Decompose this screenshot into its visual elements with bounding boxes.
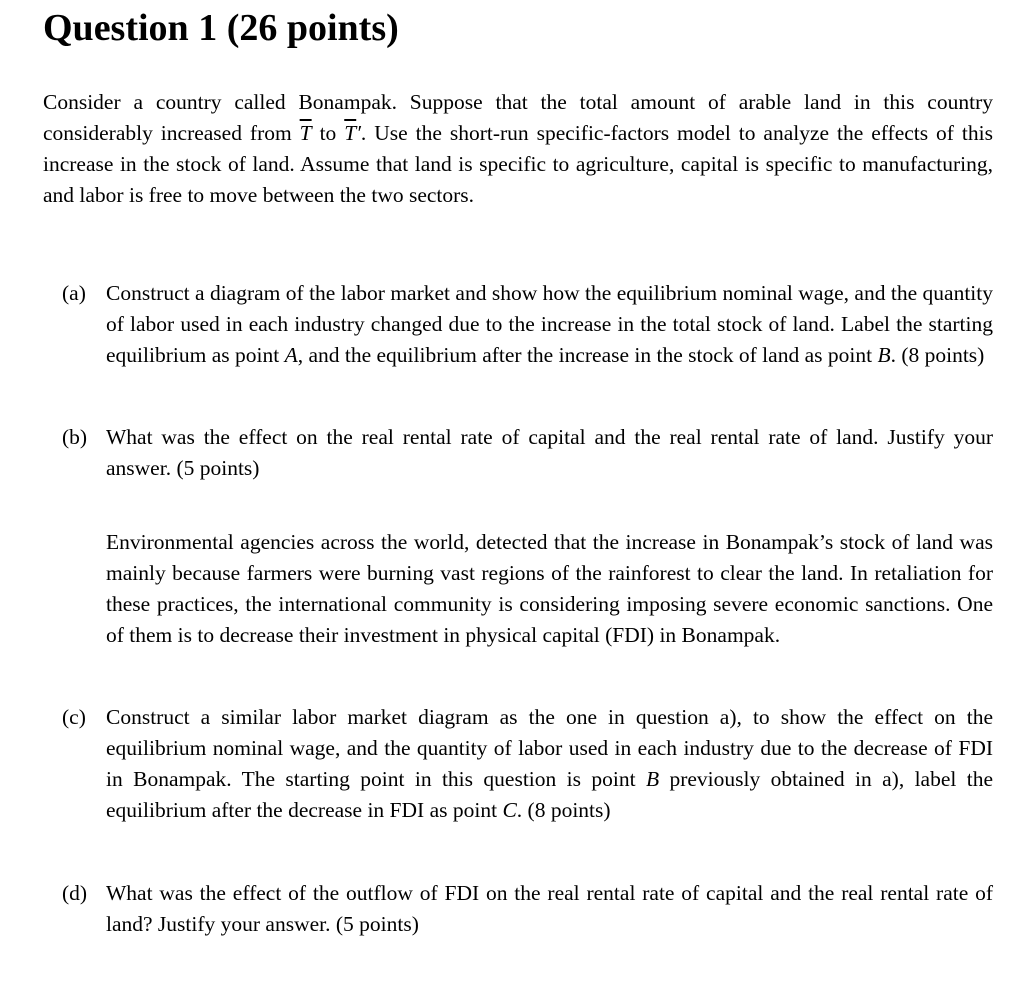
part-a: [62, 278, 993, 371]
part-c: [62, 702, 993, 826]
part-d-text: What was the effect of the outflow of FDI on the real rental rate of capital and the real rental rate of land? Justify your answer. (5 points): [106, 881, 993, 936]
intro-text-1: Consider a country called Bonampak. Suppose that the total amount of arable land in this country considerably increased from: [43, 90, 993, 145]
part-c-text-3: . (8 points): [516, 798, 611, 822]
point-b-symbol: B: [645, 767, 660, 791]
prime-mark: ′: [356, 121, 361, 145]
part-c-text-1: Construct a similar labor market diagram as the one in question a), to show the effect on the equilibrium nominal wage, and the quantity of labor used in each industry due to the decrease of FDI in Bonampak. The starting point in this question is point: [106, 705, 993, 791]
question-title: Question 1 (26 points): [43, 7, 399, 49]
point-b-symbol: B: [877, 343, 891, 367]
part-b-text: What was the effect on the real rental rate of capital and the real rental rate of land. Justify your answer. (5 points): [106, 425, 993, 480]
part-a-label: (a): [62, 281, 86, 305]
part-c-label: (c): [62, 705, 86, 729]
part-a-text-2: , and the equilibrium after the increase in the stock of land as point: [297, 343, 878, 367]
symbol-t-bar: $\overline{T}$: [299, 121, 312, 145]
intro-text-2: to: [311, 121, 345, 145]
part-a-text-3: . (8 points): [890, 343, 985, 367]
intro-text-3: . Use the short-run specific-factors model to analyze the effects of this increase in the stock of land. Assume that land is specific to agriculture, capital is specific to manufacturing, and labor is free to move between the two sectors.: [43, 121, 993, 207]
part-d: [62, 878, 993, 940]
part-c-text: [106, 702, 993, 826]
point-c-symbol: C: [502, 798, 517, 822]
part-b-label: (b): [62, 425, 88, 449]
symbol-t-bar-prime: $\overline{T}$: [344, 121, 357, 145]
intro-paragraph: [43, 87, 993, 211]
part-c-text-2: previously obtained in a), label the equilibrium after the decrease in FDI as point: [106, 767, 993, 822]
interlude-paragraph: Environmental agencies across the world, detected that the increase in Bonampak’s stock of land was mainly because farmers were burning vast regions of the rainforest to clear the land. In retaliation for these practices, the international community is considering imposing severe economic sanctions. One of them is to decrease their investment in physical capital (FDI) in Bonampak.: [106, 530, 993, 647]
part-b: [62, 422, 993, 484]
point-a-symbol: A: [284, 343, 298, 367]
part-d-label: (d): [62, 881, 88, 905]
part-a-text-1: Construct a diagram of the labor market and show how the equilibrium nominal wage, and the quantity of labor used in each industry changed due to the increase in the total stock of land. Label the starting equilibrium as point: [106, 281, 993, 367]
part-a-text: [106, 278, 993, 371]
